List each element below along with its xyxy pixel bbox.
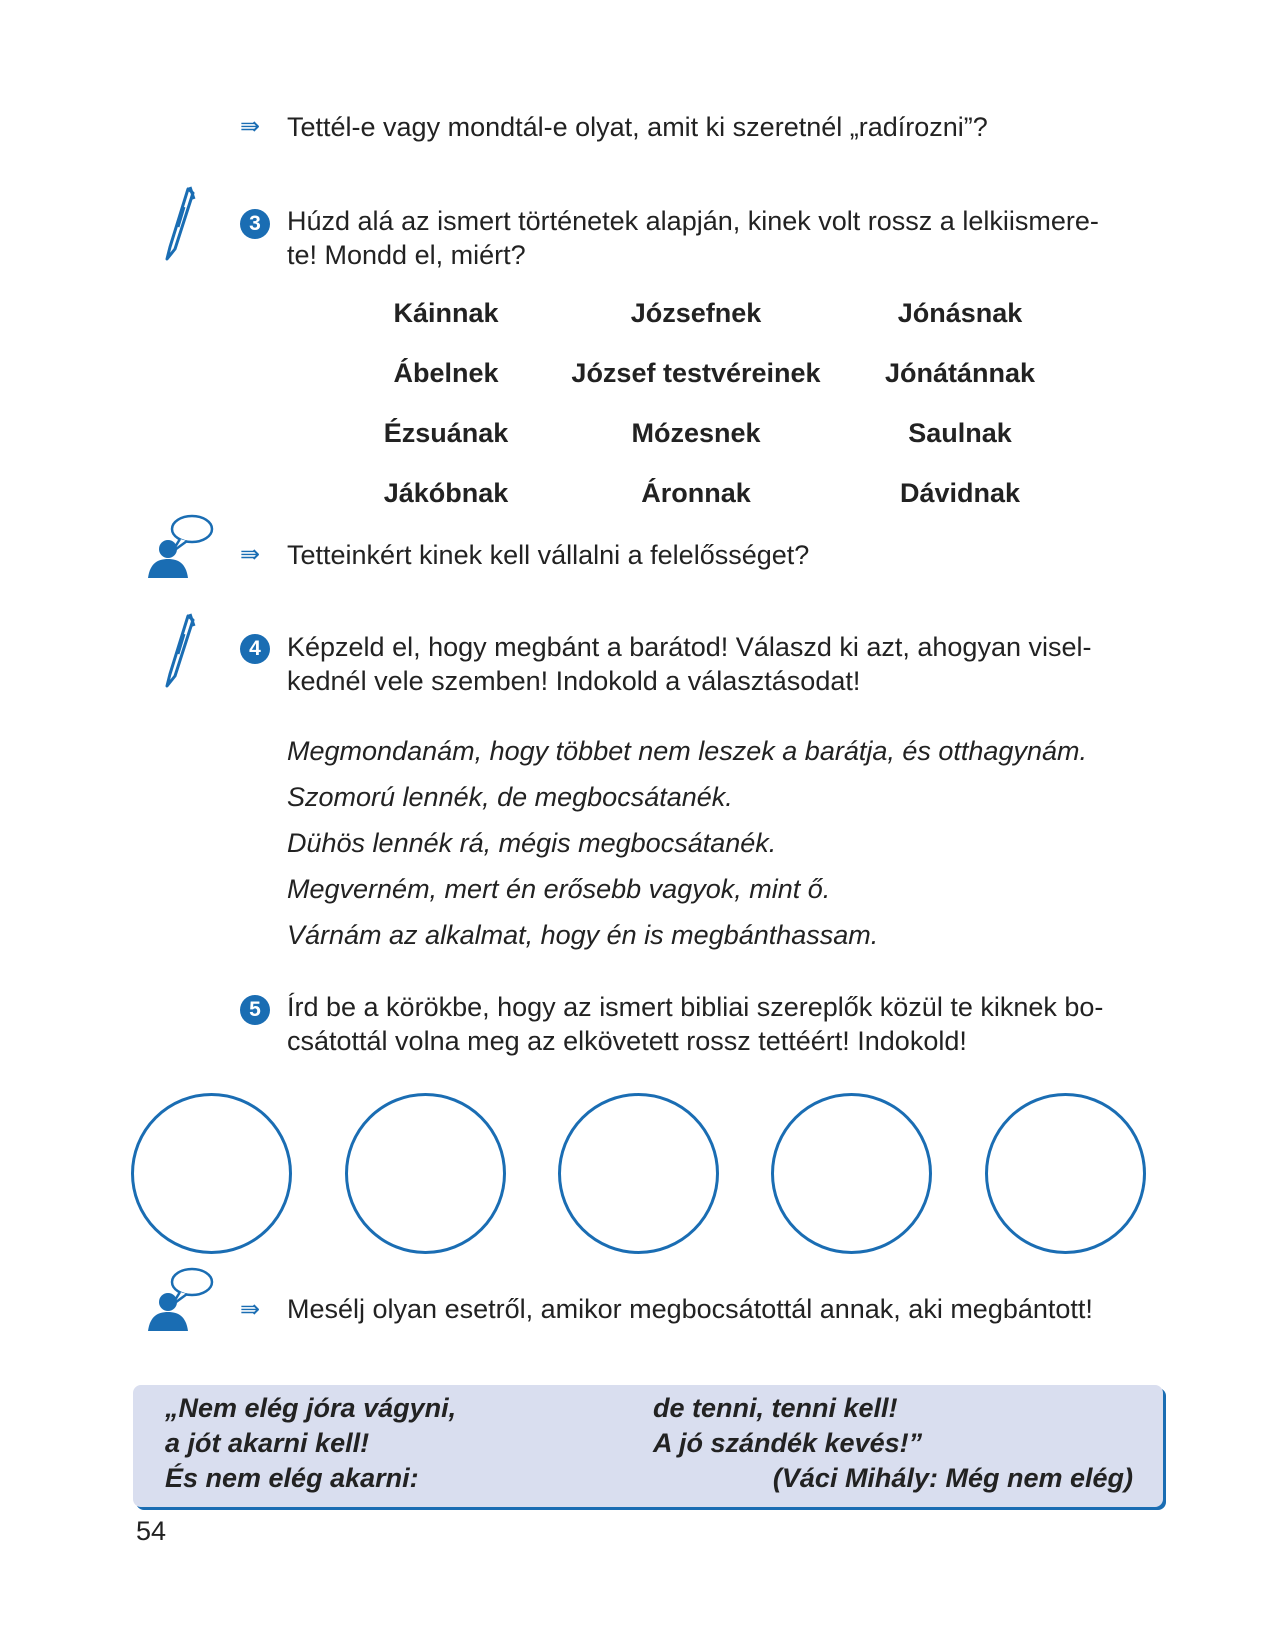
task-5-line-2: csátottál volna meg az elkövetett rossz tettéért! Indokold! xyxy=(287,1026,967,1056)
question-meselj: Mesélj olyan esetről, amikor megbocsátottál annak, aki megbántott! xyxy=(287,1294,1093,1324)
answer-circle-4[interactable] xyxy=(771,1093,932,1254)
question-radirozni: Tettél-e vagy mondtál-e olyat, amit ki szeretnél „radírozni”? xyxy=(287,112,988,142)
quote-right-column xyxy=(653,1391,1133,1496)
quote-line-1: „Nem elég jóra vágyni, xyxy=(165,1393,457,1423)
name-aron[interactable]: Áronnak xyxy=(641,478,751,508)
task-4-options xyxy=(287,728,1087,958)
speaking-person-icon xyxy=(146,1265,218,1333)
option-5[interactable]: Várnám az alkalmat, hogy én is megbánthassam. xyxy=(287,920,879,950)
name-jakob[interactable]: Jákóbnak xyxy=(383,478,509,508)
name-jonatan[interactable]: Jónátánnak xyxy=(884,358,1036,388)
page-number: 54 xyxy=(136,1516,167,1546)
question-felelosseg: Tetteinkért kinek kell vállalni a felelősséget? xyxy=(287,540,810,570)
name-jozsef-testverei[interactable]: József testvéreinek xyxy=(571,358,821,388)
quote-line-2: a jót akarni kell! xyxy=(165,1428,370,1458)
task-4-line-2: kednél vele szemben! Indokold a választásodat! xyxy=(287,666,861,696)
name-saul[interactable]: Saulnak xyxy=(908,418,1012,448)
task-4-line-1: Képzeld el, hogy megbánt a barátod! Válaszd ki azt, ahogyan visel- xyxy=(287,632,1092,662)
name-jozsef[interactable]: Józsefnek xyxy=(630,298,762,328)
task-3-instructions xyxy=(287,204,1099,272)
answer-circle-2[interactable] xyxy=(345,1093,506,1254)
double-arrow-icon: ⇛ xyxy=(240,1296,261,1323)
task-5-number: 5 xyxy=(240,995,270,1025)
task-3-line-1: Húzd alá az ismert történetek alapján, kinek volt rossz a lelkiismere- xyxy=(287,206,1099,236)
quote-line-5: A jó szándék kevés!” xyxy=(653,1428,923,1458)
name-ezsau[interactable]: Ézsuának xyxy=(383,418,509,448)
answer-circle-3[interactable] xyxy=(558,1093,719,1254)
task-4-instructions xyxy=(287,630,1092,698)
pen-icon xyxy=(160,612,196,690)
quote-box xyxy=(133,1385,1163,1507)
quote-line-4: de tenni, tenni kell! xyxy=(653,1393,898,1423)
task-3-number: 3 xyxy=(240,209,270,239)
quote-left-column xyxy=(165,1391,456,1496)
names-column-2 xyxy=(566,296,826,536)
quote-line-3: És nem elég akarni: xyxy=(165,1463,419,1493)
option-2[interactable]: Szomorú lennék, de megbocsátanék. xyxy=(287,782,733,812)
task-5-instructions xyxy=(287,990,1103,1058)
task-3-line-2: te! Mondd el, miért? xyxy=(287,240,526,270)
task-4-number: 4 xyxy=(240,634,270,664)
names-column-3 xyxy=(830,296,1090,536)
name-david[interactable]: Dávidnak xyxy=(899,478,1021,508)
option-1[interactable]: Megmondanám, hogy többet nem leszek a barátja, és otthagynám. xyxy=(287,736,1087,766)
double-arrow-icon: ⇛ xyxy=(240,541,261,568)
answer-circle-5[interactable] xyxy=(985,1093,1146,1254)
name-kain[interactable]: Káinnak xyxy=(393,298,499,328)
name-mozes[interactable]: Mózesnek xyxy=(631,418,761,448)
name-jonas[interactable]: Jónásnak xyxy=(897,298,1023,328)
speaking-person-icon xyxy=(146,512,218,580)
answer-circle-1[interactable] xyxy=(131,1093,292,1254)
quote-attribution: (Váci Mihály: Még nem elég) xyxy=(772,1463,1133,1493)
name-abel[interactable]: Ábelnek xyxy=(393,358,499,388)
option-3[interactable]: Dühös lennék rá, mégis megbocsátanék. xyxy=(287,828,777,858)
task-5-line-1: Írd be a körökbe, hogy az ismert bibliai szereplők közül te kiknek bo- xyxy=(287,992,1104,1022)
names-column-1 xyxy=(316,296,576,536)
double-arrow-icon: ⇛ xyxy=(240,113,261,140)
pen-icon xyxy=(160,185,196,263)
option-4[interactable]: Megverném, mert én erősebb vagyok, mint ő. xyxy=(287,874,831,904)
